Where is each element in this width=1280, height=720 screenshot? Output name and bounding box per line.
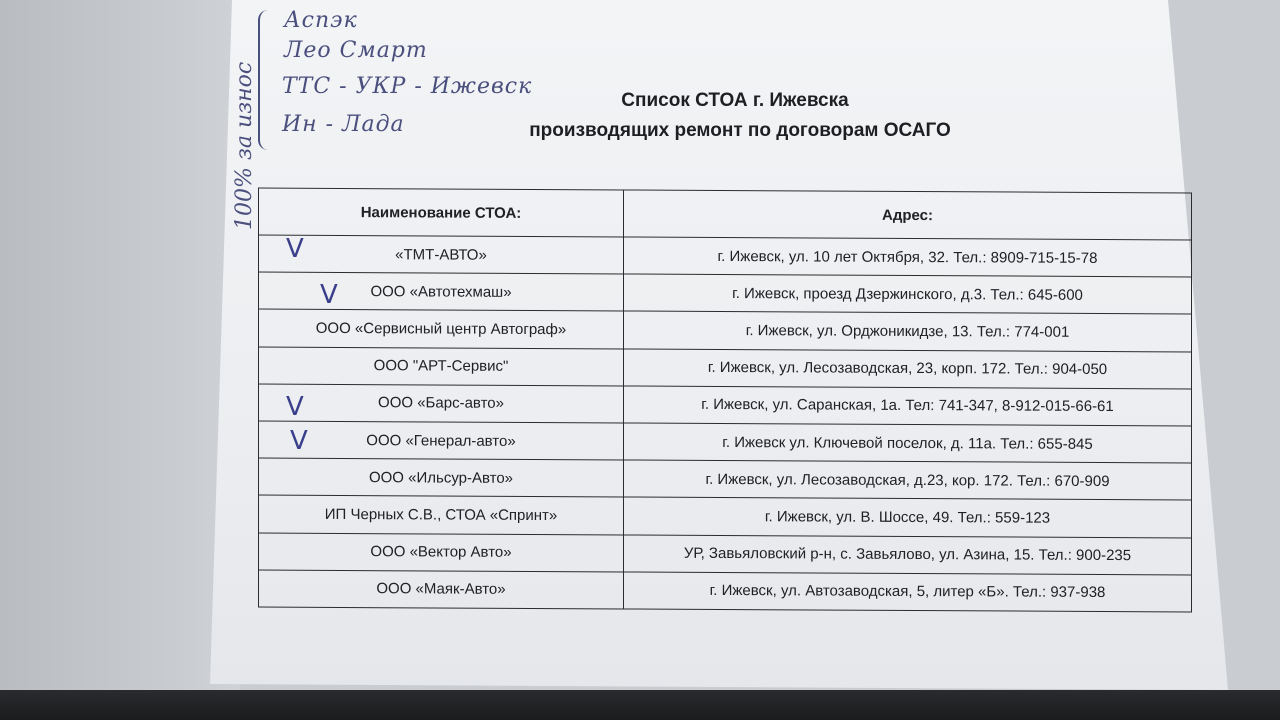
stoa-name-cell: ООО «Маяк-Авто» [259, 570, 624, 609]
handwritten-note-2: Лео Смарт [284, 38, 428, 63]
stoa-name-cell: ООО «Автотехмаш» [259, 272, 624, 311]
handwritten-note-4: Ин - Лада [282, 112, 405, 137]
table-row [259, 272, 1192, 314]
background-surface [0, 0, 240, 720]
handwritten-note-1: Аспэк [284, 8, 358, 33]
stoa-address-cell: г. Ижевск, ул. Орджоникидзе, 13. Тел.: 774-001 [624, 311, 1192, 351]
stoa-address-cell: УР, Завьяловский р-н, с. Завьялово, ул. Азина, 15. Тел.: 900-235 [624, 534, 1192, 574]
stoa-name-cell: ООО "АРТ-Сервис" [259, 347, 624, 386]
stoa-address-cell: г. Ижевск ул. Ключевой поселок, д. 11а. Тел.: 655-845 [624, 423, 1192, 463]
stoa-name-cell: ООО «Барс-авто» [259, 384, 624, 423]
header-address: Адрес: [624, 190, 1192, 240]
stoa-address-cell: г. Ижевск, ул. Лесозаводская, д.23, кор. 172. Тел.: 670-909 [624, 460, 1192, 500]
stoa-name-cell: ООО «Сервисный центр Автограф» [259, 309, 624, 348]
stoa-address-cell: г. Ижевск, ул. Лесозаводская, 23, корп. 172. Тел.: 904-050 [624, 349, 1192, 389]
table-row [259, 533, 1192, 575]
check-mark-icon: V [286, 392, 304, 422]
table-row [259, 495, 1192, 537]
table-row [259, 384, 1192, 426]
background-shadow [0, 690, 1280, 720]
stoa-address-cell: г. Ижевск, ул. 10 лет Октября, 32. Тел.: 8909-715-15-78 [624, 237, 1192, 277]
stoa-name-cell: «ТМТ-АВТО» [259, 235, 624, 274]
table-row [259, 347, 1192, 389]
stoa-name-cell: ИП Черных С.В., СТОА «Спринт» [259, 495, 624, 534]
table-row [259, 570, 1192, 612]
document-subtitle: производящих ремонт по договорам ОСАГО [529, 120, 951, 141]
table-row [259, 235, 1192, 277]
table-row [259, 309, 1192, 351]
table-row [259, 421, 1192, 463]
check-mark-icon: V [320, 280, 338, 310]
stoa-address-cell: г. Ижевск, проезд Дзержинского, д.3. Тел.: 645-600 [624, 274, 1192, 314]
table-row [259, 458, 1192, 500]
stoa-name-cell: ООО «Генерал-авто» [259, 421, 624, 460]
stoa-name-cell: ООО «Ильсур-Авто» [259, 458, 624, 497]
handwritten-note-3: ТТС - УКР - Ижевск [282, 74, 533, 99]
stoa-address-cell: г. Ижевск, ул. В. Шоссе, 49. Тел.: 559-123 [624, 497, 1192, 537]
header-name: Наименование СТОА: [259, 188, 624, 237]
table-header-row [259, 188, 1192, 240]
document-title: Список СТОА г. Ижевска [621, 90, 849, 111]
check-mark-icon: V [290, 426, 308, 456]
stoa-table-container [258, 188, 1192, 613]
handwritten-side-note: 100% за износ [232, 61, 257, 230]
stoa-address-cell: г. Ижевск, ул. Автозаводская, 5, литер «Б». Тел.: 937-938 [624, 572, 1192, 612]
stoa-address-cell: г. Ижевск, ул. Саранская, 1а. Тел: 741-347, 8-912-015-66-61 [624, 386, 1192, 426]
stoa-name-cell: ООО «Вектор Авто» [259, 533, 624, 572]
handwritten-brace [258, 10, 278, 150]
stoa-table [258, 188, 1192, 613]
check-mark-icon: V [286, 234, 304, 264]
